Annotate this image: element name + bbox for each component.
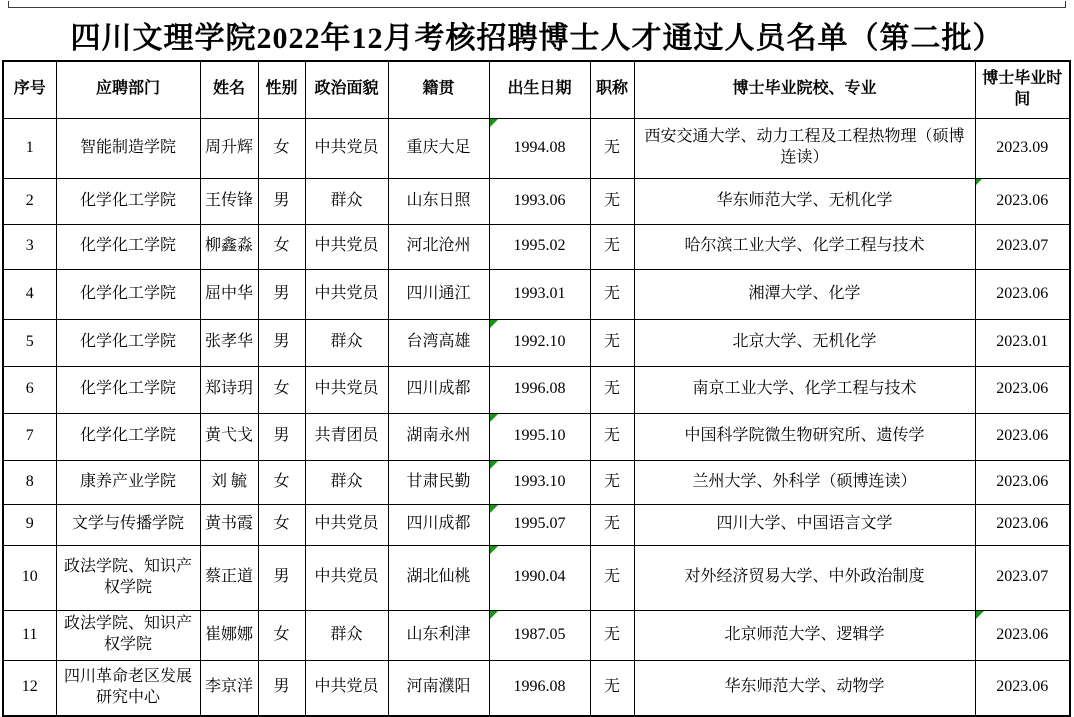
cell-name <box>200 504 258 545</box>
cell-gender <box>258 224 305 269</box>
cell-dept <box>56 118 200 178</box>
column-header-no: 序号 <box>3 61 56 118</box>
cell-name <box>200 118 258 178</box>
error-flag-icon <box>490 461 498 469</box>
cell-dept <box>56 224 200 269</box>
cell-text-gender: 男 <box>273 678 290 696</box>
cell-text-no: 7 <box>25 427 34 445</box>
cell-political <box>305 413 388 460</box>
cell-text-hometown: 山东日照 <box>406 191 471 209</box>
cell-text-gender: 男 <box>273 333 290 351</box>
cell-text-grad: 2023.06 <box>996 625 1049 643</box>
cell-no <box>3 118 56 178</box>
cell-text-title: 无 <box>603 191 620 209</box>
cell-school <box>634 118 975 178</box>
cell-text-school: 哈尔滨工业大学、化学工程与技术 <box>684 237 925 255</box>
cell-text-name: 张孝华 <box>204 333 253 351</box>
cell-birth <box>489 504 590 545</box>
cell-name <box>200 460 258 504</box>
cell-title <box>590 224 634 269</box>
cell-text-name: 李京洋 <box>204 678 253 696</box>
column-header-school: 博士毕业院校、专业 <box>634 61 975 118</box>
cell-gender <box>258 460 305 504</box>
cell-political <box>305 660 388 716</box>
column-header-name: 姓名 <box>200 61 258 118</box>
cell-text-political: 中共党员 <box>314 138 379 156</box>
cell-birth <box>489 269 590 319</box>
cell-text-birth: 1995.02 <box>513 237 566 255</box>
cell-hometown <box>388 610 489 660</box>
cell-no <box>3 660 56 716</box>
cell-text-dept: 化学化工学院 <box>79 237 176 255</box>
cell-political <box>305 460 388 504</box>
cell-title <box>590 118 634 178</box>
cell-text-dept: 政法学院、知识产权学院 <box>63 615 192 653</box>
cell-text-school: 北京师范大学、逻辑学 <box>724 625 885 643</box>
cell-text-political: 中共党员 <box>314 380 379 398</box>
table-row <box>3 504 1070 545</box>
cell-name <box>200 319 258 366</box>
cell-text-political: 群众 <box>330 472 363 490</box>
cell-birth <box>489 366 590 413</box>
page-title: 四川文理学院2022年12月考核招聘博士人才通过人员名单（第二批） <box>70 22 1004 55</box>
cell-text-no: 3 <box>25 237 34 255</box>
cell-text-grad: 2023.06 <box>996 191 1049 209</box>
cell-text-political: 群众 <box>330 333 363 351</box>
cell-no <box>3 269 56 319</box>
cell-no <box>3 319 56 366</box>
cell-text-gender: 男 <box>273 427 290 445</box>
cell-gender <box>258 366 305 413</box>
cell-gender <box>258 178 305 224</box>
cell-political <box>305 224 388 269</box>
cell-text-title: 无 <box>603 472 620 490</box>
cell-title <box>590 504 634 545</box>
cell-birth <box>489 224 590 269</box>
cell-dept <box>56 504 200 545</box>
cell-hometown <box>388 545 489 610</box>
cell-text-hometown: 湖北仙桃 <box>406 568 471 586</box>
cell-birth <box>489 413 590 460</box>
cell-text-school: 湘潭大学、化学 <box>748 284 861 302</box>
cell-gender <box>258 660 305 716</box>
column-header-gender: 性别 <box>258 61 305 118</box>
cell-no <box>3 413 56 460</box>
cell-text-political: 中共党员 <box>314 284 379 302</box>
cell-text-no: 5 <box>25 333 34 351</box>
recruitment-table <box>2 60 1071 717</box>
cell-name <box>200 545 258 610</box>
cell-text-school: 南京工业大学、化学工程与技术 <box>692 380 917 398</box>
cell-text-birth: 1993.06 <box>513 191 566 209</box>
cell-text-birth: 1996.08 <box>513 380 566 398</box>
cell-text-grad: 2023.06 <box>996 380 1049 398</box>
error-flag-icon <box>976 179 982 185</box>
table-row <box>3 224 1070 269</box>
cell-title <box>590 610 634 660</box>
table-row <box>3 178 1070 224</box>
error-flag-icon <box>490 505 498 513</box>
error-flag-icon <box>490 414 498 422</box>
cell-birth <box>489 118 590 178</box>
cell-text-grad: 2023.06 <box>996 427 1049 445</box>
cell-name <box>200 413 258 460</box>
cell-school <box>634 319 975 366</box>
cell-title <box>590 660 634 716</box>
cell-text-gender: 女 <box>273 380 290 398</box>
cell-text-no: 2 <box>25 191 34 209</box>
cell-no <box>3 178 56 224</box>
cell-text-title: 无 <box>603 625 620 643</box>
cell-school <box>634 178 975 224</box>
cell-text-hometown: 四川成都 <box>406 515 471 533</box>
cell-text-grad: 2023.06 <box>996 515 1049 533</box>
cell-text-hometown: 湖南永州 <box>406 427 471 445</box>
table-row <box>3 660 1070 716</box>
cell-title <box>590 178 634 224</box>
cell-text-political: 中共党员 <box>314 515 379 533</box>
cell-text-gender: 女 <box>273 515 290 533</box>
cell-gender <box>258 269 305 319</box>
cell-birth <box>489 460 590 504</box>
table-row <box>3 545 1070 610</box>
cell-dept <box>56 610 200 660</box>
cell-political <box>305 319 388 366</box>
cell-hometown <box>388 319 489 366</box>
cell-text-gender: 女 <box>273 237 290 255</box>
cell-text-title: 无 <box>603 138 620 156</box>
error-flag-icon <box>490 320 498 328</box>
cell-text-hometown: 河南濮阳 <box>406 678 471 696</box>
cell-school <box>634 545 975 610</box>
cell-dept <box>56 660 200 716</box>
cell-text-title: 无 <box>603 678 620 696</box>
cell-school <box>634 660 975 716</box>
cell-text-birth: 1987.05 <box>513 625 566 643</box>
cell-text-name: 郑诗玥 <box>204 380 253 398</box>
table-row <box>3 460 1070 504</box>
cell-grad <box>975 269 1070 319</box>
cell-text-no: 6 <box>25 380 34 398</box>
table-row <box>3 366 1070 413</box>
cell-school <box>634 413 975 460</box>
cell-grad <box>975 660 1070 716</box>
cell-grad <box>975 504 1070 545</box>
cell-text-gender: 男 <box>273 191 290 209</box>
cell-dept <box>56 413 200 460</box>
cell-text-name: 柳鑫淼 <box>204 237 253 255</box>
cell-birth <box>489 660 590 716</box>
error-flag-icon <box>490 119 498 127</box>
cell-text-dept: 四川革命老区发展研究中心 <box>63 667 192 706</box>
cell-text-birth: 1990.04 <box>513 568 566 586</box>
cell-text-no: 4 <box>25 284 34 302</box>
cell-text-grad: 2023.07 <box>996 568 1049 586</box>
cell-text-gender: 男 <box>273 568 290 586</box>
cell-text-no: 12 <box>21 678 38 696</box>
cell-no <box>3 545 56 610</box>
cell-name <box>200 610 258 660</box>
cell-political <box>305 610 388 660</box>
cell-grad <box>975 460 1070 504</box>
cell-political <box>305 366 388 413</box>
cell-hometown <box>388 269 489 319</box>
cell-name <box>200 269 258 319</box>
cell-no <box>3 224 56 269</box>
cell-text-school: 兰州大学、外科学（硕博连读） <box>692 472 917 490</box>
cell-grad <box>975 224 1070 269</box>
cell-title <box>590 460 634 504</box>
cell-gender <box>258 118 305 178</box>
cell-text-birth: 1992.10 <box>513 333 566 351</box>
cell-dept <box>56 319 200 366</box>
cell-text-birth: 1993.01 <box>513 284 566 302</box>
cell-grad <box>975 319 1070 366</box>
cell-text-name: 黄书霞 <box>204 515 253 533</box>
error-flag-icon <box>490 546 498 554</box>
cell-text-grad: 2023.06 <box>996 284 1049 302</box>
cell-text-no: 9 <box>25 515 34 533</box>
cell-text-school: 中国科学院微生物研究所、遗传学 <box>684 427 925 445</box>
cell-title <box>590 269 634 319</box>
cell-birth <box>489 319 590 366</box>
table-row <box>3 610 1070 660</box>
column-header-grad: 博士毕业时间 <box>975 61 1070 118</box>
cell-text-political: 群众 <box>330 191 363 209</box>
cell-school <box>634 366 975 413</box>
cell-text-political: 中共党员 <box>314 237 379 255</box>
cell-no <box>3 610 56 660</box>
cell-hometown <box>388 366 489 413</box>
cell-text-birth: 1995.07 <box>513 515 566 533</box>
cell-text-school: 西安交通大学、动力工程及工程热物理（硕博连读） <box>644 128 965 166</box>
cell-text-hometown: 山东利津 <box>406 625 471 643</box>
cell-text-gender: 女 <box>273 625 290 643</box>
cell-title <box>590 413 634 460</box>
error-flag-icon <box>976 611 984 619</box>
error-flag-icon <box>490 611 498 619</box>
cell-text-grad: 2023.01 <box>996 333 1049 351</box>
cell-title <box>590 366 634 413</box>
cell-text-grad: 2023.07 <box>996 237 1049 255</box>
cell-text-school: 四川大学、中国语言文学 <box>716 515 893 533</box>
cell-text-gender: 男 <box>273 284 290 302</box>
cell-text-title: 无 <box>603 568 620 586</box>
cell-political <box>305 269 388 319</box>
cell-gender <box>258 610 305 660</box>
table-row <box>3 118 1070 178</box>
cell-no <box>3 504 56 545</box>
cell-text-dept: 化学化工学院 <box>79 427 176 445</box>
cell-text-dept: 康养产业学院 <box>79 472 176 490</box>
cell-political <box>305 118 388 178</box>
cell-grad <box>975 178 1070 224</box>
cell-text-no: 8 <box>25 472 34 490</box>
cell-text-birth: 1993.10 <box>513 472 566 490</box>
cell-text-school: 对外经济贸易大学、中外政治制度 <box>684 568 925 586</box>
cell-text-political: 群众 <box>330 625 363 643</box>
cell-dept <box>56 269 200 319</box>
cell-school <box>634 610 975 660</box>
cell-text-name: 屈中华 <box>204 284 253 302</box>
cell-hometown <box>388 178 489 224</box>
column-header-dept: 应聘部门 <box>56 61 200 118</box>
cell-dept <box>56 460 200 504</box>
cell-dept <box>56 545 200 610</box>
cell-text-grad: 2023.09 <box>996 138 1049 156</box>
cell-text-birth: 1994.08 <box>513 138 566 156</box>
cell-school <box>634 269 975 319</box>
cell-text-grad: 2023.06 <box>996 678 1049 696</box>
cell-text-dept: 化学化工学院 <box>79 333 176 351</box>
cell-text-dept: 化学化工学院 <box>79 191 176 209</box>
cell-dept <box>56 178 200 224</box>
cell-name <box>200 178 258 224</box>
cell-grad <box>975 610 1070 660</box>
cell-text-dept: 政法学院、知识产权学院 <box>63 557 192 596</box>
cell-text-gender: 女 <box>273 472 290 490</box>
cell-text-no: 1 <box>25 138 34 156</box>
cell-text-hometown: 甘肃民勤 <box>406 472 471 490</box>
table-row <box>3 319 1070 366</box>
gridline-artifact <box>8 7 1066 8</box>
cell-text-dept: 化学化工学院 <box>79 284 176 302</box>
cell-gender <box>258 413 305 460</box>
cell-text-grad: 2023.06 <box>996 472 1049 490</box>
cell-text-title: 无 <box>603 237 620 255</box>
cell-text-school: 华东师范大学、动物学 <box>724 678 885 696</box>
cell-text-title: 无 <box>603 284 620 302</box>
cell-text-hometown: 河北沧州 <box>406 237 471 255</box>
cell-text-hometown: 四川通江 <box>406 284 471 302</box>
cell-dept <box>56 366 200 413</box>
cell-title <box>590 319 634 366</box>
column-header-political: 政治面貌 <box>305 61 388 118</box>
cell-text-title: 无 <box>603 380 620 398</box>
cell-gender <box>258 545 305 610</box>
cell-text-school: 北京大学、无机化学 <box>732 333 877 351</box>
cell-hometown <box>388 660 489 716</box>
cell-text-name: 刘 毓 <box>210 472 247 490</box>
column-header-birth: 出生日期 <box>489 61 590 118</box>
cell-hometown <box>388 413 489 460</box>
cell-text-name: 崔娜娜 <box>204 625 253 643</box>
cell-text-dept: 化学化工学院 <box>79 380 176 398</box>
cell-political <box>305 545 388 610</box>
table-row <box>3 413 1070 460</box>
cell-hometown <box>388 118 489 178</box>
cell-text-title: 无 <box>603 515 620 533</box>
cell-text-hometown: 四川成都 <box>406 380 471 398</box>
cell-text-birth: 1995.10 <box>513 427 566 445</box>
cell-no <box>3 460 56 504</box>
header-row <box>3 61 1070 118</box>
cell-hometown <box>388 224 489 269</box>
cell-text-school: 华东师范大学、无机化学 <box>716 191 893 209</box>
cell-text-name: 周升辉 <box>204 138 253 156</box>
cell-text-name: 王传锋 <box>204 191 253 209</box>
cell-name <box>200 660 258 716</box>
cell-text-name: 黄弋戈 <box>204 427 253 445</box>
cell-title <box>590 545 634 610</box>
cell-political <box>305 178 388 224</box>
cell-school <box>634 460 975 504</box>
cell-name <box>200 224 258 269</box>
cell-text-gender: 女 <box>273 138 290 156</box>
cell-text-hometown: 重庆大足 <box>406 138 471 156</box>
column-header-title: 职称 <box>590 61 634 118</box>
cell-birth <box>489 610 590 660</box>
cell-text-hometown: 台湾高雄 <box>406 333 471 351</box>
cell-political <box>305 504 388 545</box>
cell-text-title: 无 <box>603 427 620 445</box>
cell-text-dept: 文学与传播学院 <box>71 515 184 533</box>
cell-text-no: 11 <box>22 625 38 643</box>
cell-no <box>3 366 56 413</box>
cell-text-political: 中共党员 <box>314 678 379 696</box>
cell-text-birth: 1996.08 <box>513 678 566 696</box>
cell-school <box>634 224 975 269</box>
cell-birth <box>489 178 590 224</box>
cell-text-political: 中共党员 <box>314 568 379 586</box>
cell-hometown <box>388 504 489 545</box>
cell-birth <box>489 545 590 610</box>
cell-text-name: 蔡正道 <box>204 568 253 586</box>
cell-gender <box>258 504 305 545</box>
cell-text-dept: 智能制造学院 <box>79 138 176 156</box>
cell-name <box>200 366 258 413</box>
cell-gender <box>258 319 305 366</box>
cell-grad <box>975 118 1070 178</box>
cell-grad <box>975 366 1070 413</box>
cell-grad <box>975 413 1070 460</box>
cell-text-political: 共青团员 <box>314 427 379 445</box>
column-header-hometown: 籍贯 <box>388 61 489 118</box>
cell-grad <box>975 545 1070 610</box>
cell-text-title: 无 <box>603 333 620 351</box>
cell-hometown <box>388 460 489 504</box>
cell-text-no: 10 <box>21 568 38 586</box>
table-row <box>3 269 1070 319</box>
cell-school <box>634 504 975 545</box>
